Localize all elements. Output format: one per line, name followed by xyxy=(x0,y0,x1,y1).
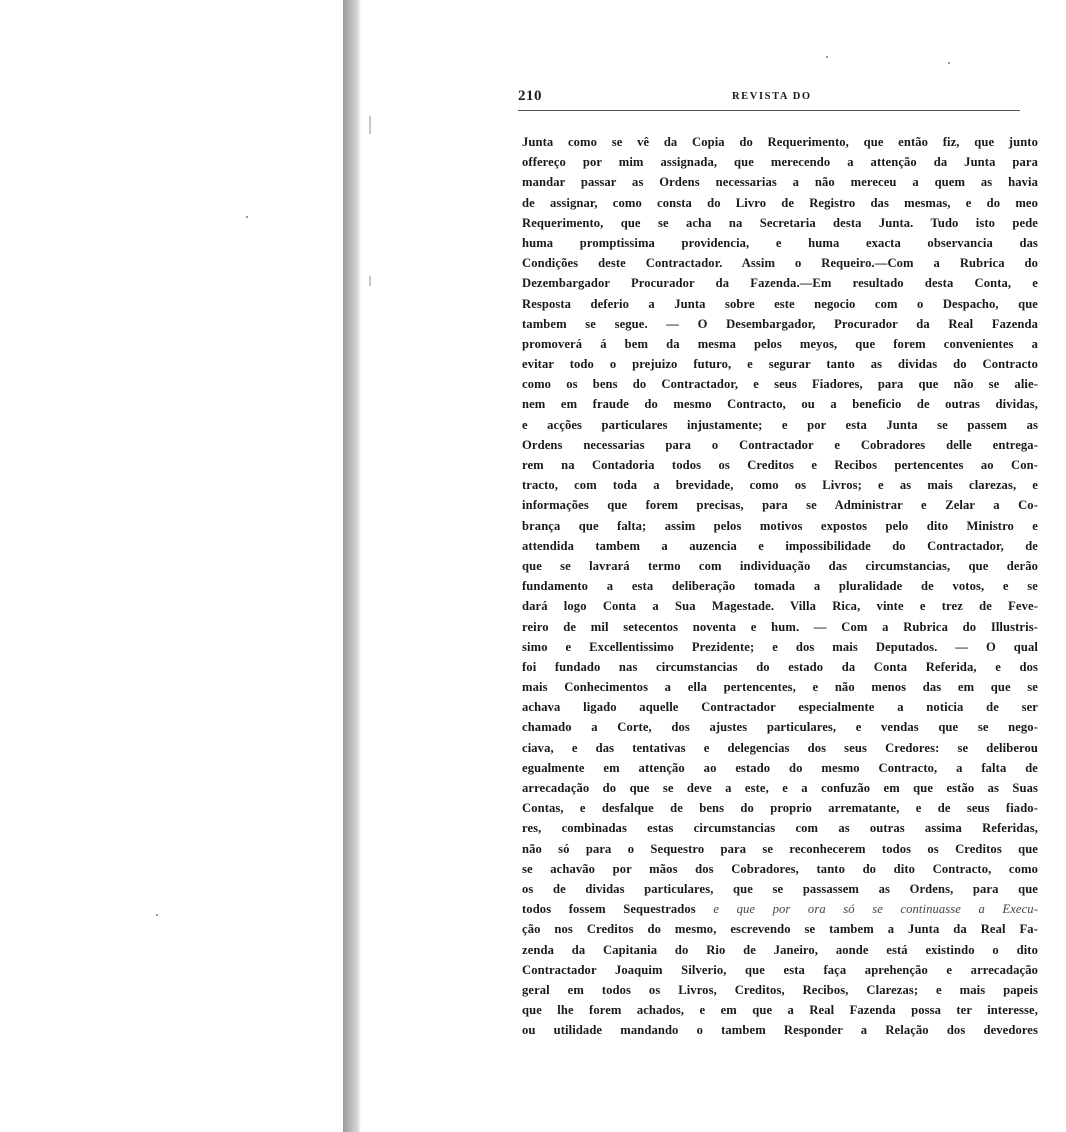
text-line: rem na Contadoria todos os Creditos e Recibos pertencentes ao Con- xyxy=(522,458,1038,472)
text-line: e acções particulares injustamente; e por esta Junta se passem as xyxy=(522,417,1038,432)
page-number: 210 xyxy=(518,88,542,104)
text-line: res, combinadas estas circumstancias com as outras assima Referidas, xyxy=(522,821,1038,836)
gutter-mark xyxy=(369,116,371,134)
page-speck xyxy=(156,914,158,916)
text-line: chamado a Corte, dos ajustes particulares, e vendas que se nego- xyxy=(522,720,1038,735)
text-line: informações que forem precisas, para se Administrar e Zelar a Co- xyxy=(522,498,1038,513)
text-line: os de dividas particulares, que se passassem as Ordens, para que xyxy=(522,881,1038,896)
text-line: attendida tambem a auzencia e impossibilidade do Contractador, de xyxy=(522,538,1038,553)
header-rule xyxy=(518,110,1020,111)
text-fragment: todos fossem Sequestrados xyxy=(522,902,696,917)
running-title: REVISTA DO xyxy=(732,91,812,102)
text-line: geral em todos os Livros, Creditos, Recibos, Clarezas; e mais papeis xyxy=(522,982,1038,997)
text-line: Dezembargador Procurador da Fazenda.—Em resultado desta Conta, e xyxy=(522,276,1038,291)
text-line: Contas, e desfalque de bens do proprio arrematante, e de seus fiado- xyxy=(522,801,1038,816)
text-line: tracto, com toda a brevidade, como os Livros; e as mais clarezas, e xyxy=(522,478,1038,493)
text-line: que se lavrará termo com individuação das circumstancias, que derão xyxy=(522,558,1038,573)
text-line: Condições deste Contractador. Assim o Requeiro.—Com a Rubrica do xyxy=(522,256,1038,271)
text-line: como os bens do Contractador, e seus Fiadores, para que não se alie- xyxy=(522,377,1038,392)
text-line: ciava, e das tentativas e delegencias dos seus Credores: se deliberou xyxy=(522,740,1038,755)
text-line: se achavão por mãos dos Cobradores, tanto do dito Contracto, como xyxy=(522,861,1038,876)
book-gutter-shadow xyxy=(343,0,361,1132)
text-line: simo e Excellentissimo Prezidente; e dos mais Deputados. — O qual xyxy=(522,639,1038,654)
italic-fragment: e que por ora só se continuasse a Execu- xyxy=(713,902,1038,917)
text-line: Ordens necessarias para o Contractador e Cobradores delle entrega- xyxy=(522,437,1038,452)
text-line: tambem se segue. — O Desembargador, Procurador da Real Fazenda xyxy=(522,316,1038,331)
text-line: nem em fraude do mesmo Contracto, ou a beneficio de outras dividas, xyxy=(522,397,1038,412)
running-head xyxy=(518,88,1040,110)
text-line: promoverá á bem da mesma pelos meyos, que forem convenientes a xyxy=(522,336,1038,351)
text-line: mais Conhecimentos a ella pertencentes, e não menos das em que se xyxy=(522,680,1038,695)
text-line: dará logo Conta a Sua Magestade. Villa Rica, vinte e trez de Feve- xyxy=(522,599,1038,614)
text-line: arrecadação do que se deve a este, e a confuzão em que estão as Suas xyxy=(522,781,1038,795)
page-speck xyxy=(826,56,828,58)
text-line: zenda da Capitania do Rio de Janeiro, aonde está existindo o dito xyxy=(522,942,1038,957)
body-text xyxy=(522,132,1038,1040)
text-line: foi fundado nas circumstancias do estado da Conta Referida, e dos xyxy=(522,659,1038,674)
text-line: não só para o Sequestro para se reconhecerem todos os Creditos que xyxy=(522,841,1038,856)
text-line: reiro de mil setecentos noventa e hum. — Com a Rubrica do Illustris- xyxy=(522,619,1038,634)
text-line: fundamento a esta deliberação tomada a pluralidade de votos, e se xyxy=(522,579,1038,594)
text-line: que lhe forem achados, e em que a Real Fazenda possa ter interesse, xyxy=(522,1003,1038,1018)
text-line: brança que falta; assim pelos motivos expostos pelo dito Ministro e xyxy=(522,518,1038,533)
text-line: Contractador Joaquim Silverio, que esta faça aprehenção e arrecadação xyxy=(522,962,1038,977)
text-line: Junta como se vê da Copia do Requerimento, que então fiz, que junto xyxy=(522,135,1038,149)
text-line: Resposta deferio a Junta sobre este negocio com o Despacho, que xyxy=(522,296,1038,311)
text-line: egualmente em attenção ao estado do mesmo Contracto, a falta de xyxy=(522,760,1038,775)
text-line: mandar passar as Ordens necessarias a não mereceu a quem as havia xyxy=(522,175,1038,190)
text-line: ou utilidade mandando o tambem Responder a Relação dos devedores xyxy=(522,1023,1038,1038)
text-line: achava ligado aquelle Contractador especialmente a noticia de ser xyxy=(522,700,1038,715)
text-line: evitar todo o prejuizo futuro, e segurar tanto as dividas do Contracto xyxy=(522,357,1038,372)
text-line: de assignar, como consta do Livro de Registro das mesmas, e do meo xyxy=(522,195,1038,210)
page-speck xyxy=(246,216,248,218)
text-line-with-italic xyxy=(522,899,1038,919)
text-line: offereço por mim assignada, que merecendo a attenção da Junta para xyxy=(522,155,1038,170)
book-page xyxy=(518,88,1040,1038)
gutter-mark xyxy=(369,276,371,286)
text-line: Requerimento, que se acha na Secretaria desta Junta. Tudo isto pede xyxy=(522,215,1038,230)
page-speck xyxy=(948,62,950,64)
text-line: ção nos Creditos do mesmo, escrevendo se tambem a Junta da Real Fa- xyxy=(522,922,1038,937)
text-line: huma promptissima providencia, e huma exacta observancia das xyxy=(522,235,1038,250)
